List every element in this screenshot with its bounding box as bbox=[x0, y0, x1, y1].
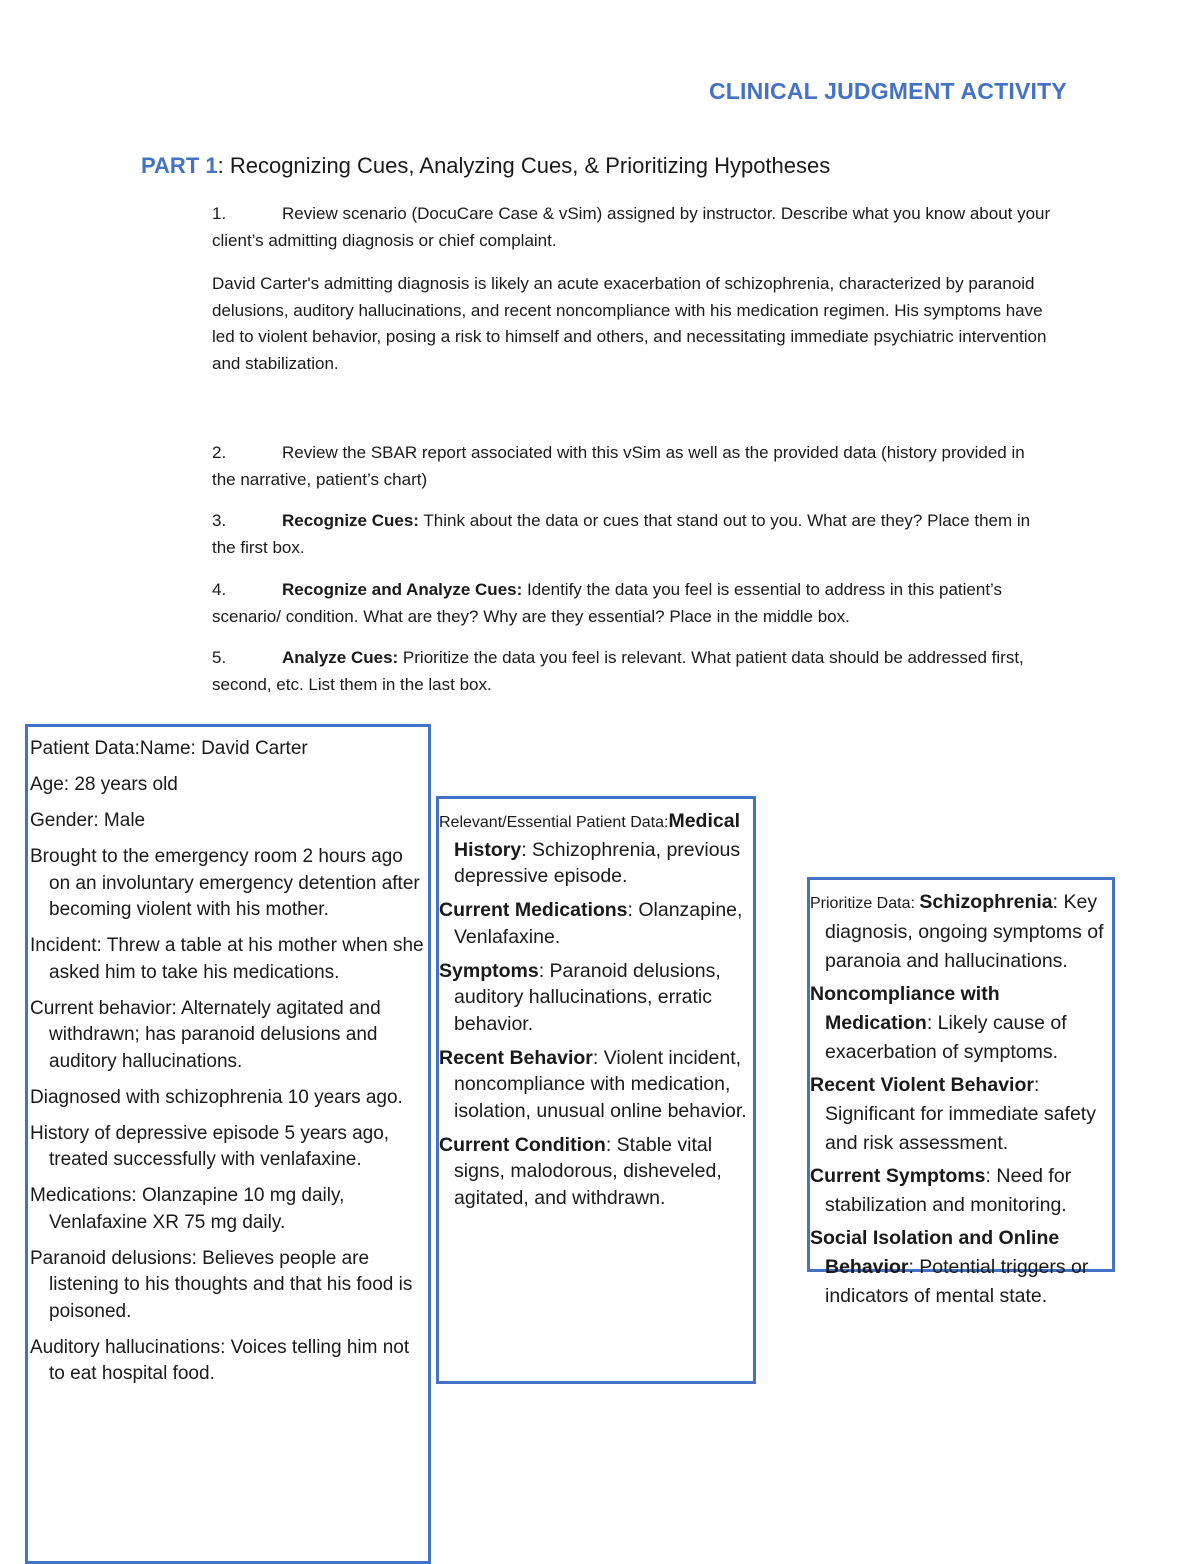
item-text: : Schizophrenia, previous depressive episode. bbox=[454, 838, 741, 887]
step-label: Analyze Cues: bbox=[282, 648, 399, 667]
relevant-data-item bbox=[439, 1045, 755, 1125]
item-text: : Potential triggers or indicators of mental state. bbox=[825, 1256, 1089, 1307]
relevant-data-item bbox=[439, 958, 755, 1038]
item-text: : Violent incident, noncompliance with medication, isolation, unusual online behavior. bbox=[454, 1046, 747, 1122]
step-text: Review scenario (DocuCare Case & vSim) assigned by instructor. Describe what you know about your client’s admitting diagnosis or chief complaint. bbox=[212, 204, 1051, 250]
step-label: Recognize and Analyze Cues: bbox=[282, 580, 523, 599]
step-text: Review the SBAR report associated with this vSim as well as the provided data (history provided in the narrative, patient’s chart) bbox=[212, 443, 1025, 489]
item-label: Recent Violent Behavior bbox=[810, 1074, 1034, 1096]
step-number: 5. bbox=[212, 648, 227, 667]
item-text: : Stable vital signs, malodorous, disheveled, agitated, and withdrawn. bbox=[454, 1133, 722, 1209]
part-label: PART 1 bbox=[141, 153, 218, 178]
item-text: : Key diagnosis, ongoing symptoms of paranoia and hallucinations. bbox=[825, 891, 1104, 972]
patient-data-item: Gender: Male bbox=[30, 810, 146, 831]
step-2 bbox=[212, 440, 1052, 493]
part-heading bbox=[141, 153, 830, 179]
priority-data-item bbox=[810, 888, 1110, 976]
answer-1: David Carter's admitting diagnosis is likely an acute exacerbation of schizophrenia, characterized by paranoid delusions, auditory hallucinations, and recent noncompliance with his medication regimen. His symptoms have led to violent behavior, posing a risk to himself and others, and necessitating immediate psychiatric intervention and stabilization. bbox=[212, 274, 1047, 373]
relevant-data-list bbox=[439, 808, 755, 1219]
step-4 bbox=[212, 577, 1052, 630]
relevant-data-item bbox=[439, 808, 755, 890]
step-number: 4. bbox=[212, 580, 227, 599]
item-label: Schizophrenia bbox=[919, 891, 1053, 913]
patient-data-item: Paranoid delusions: Believes people are listening to his thoughts and that his food is poisoned. bbox=[30, 1247, 413, 1322]
patient-data-item: Medications: Olanzapine 10 mg daily, Venlafaxine XR 75 mg daily. bbox=[30, 1185, 345, 1233]
step-label: Recognize Cues: bbox=[282, 511, 419, 530]
patient-data-item: Current behavior: Alternately agitated and withdrawn; has paranoid delusions and auditory hallucinations. bbox=[30, 997, 381, 1072]
item-label: Noncompliance with Medication bbox=[810, 983, 1000, 1034]
step-3 bbox=[212, 508, 1052, 561]
item-label: Current Symptoms bbox=[810, 1165, 986, 1187]
priority-data-item bbox=[810, 1162, 1110, 1220]
item-text: : Need for stabilization and monitoring. bbox=[825, 1165, 1072, 1216]
step-text: Prioritize the data you feel is relevant. What patient data should be addressed first, second, etc. List them in the last box. bbox=[212, 648, 1024, 694]
item-text: : Olanzapine, Venlafaxine. bbox=[454, 899, 743, 948]
step-1 bbox=[212, 201, 1052, 254]
relevant-data-item bbox=[439, 897, 755, 950]
step-number: 2. bbox=[212, 443, 227, 462]
step-5 bbox=[212, 645, 1052, 698]
patient-data-item: Auditory hallucinations: Voices telling him not to eat hospital food. bbox=[30, 1336, 410, 1384]
part-heading-text: : Recognizing Cues, Analyzing Cues, & Prioritizing Hypotheses bbox=[217, 153, 831, 178]
item-label: Current Medications bbox=[439, 899, 628, 921]
item-text: : Significant for immediate safety and risk assessment. bbox=[825, 1074, 1096, 1154]
relevant-data-heading: Relevant/Essential Patient Data: bbox=[439, 814, 669, 831]
patient-data-item: Diagnosed with schizophrenia 10 years ago. bbox=[30, 1086, 403, 1108]
patient-data-item: History of depressive episode 5 years ago, treated successfully with venlafaxine. bbox=[30, 1122, 390, 1170]
item-text: : Paranoid delusions, auditory hallucinations, erratic behavior. bbox=[454, 959, 721, 1035]
priority-data-item bbox=[810, 1071, 1110, 1158]
item-label: Recent Behavior bbox=[439, 1046, 593, 1069]
document-title: CLINICAL JUDGMENT ACTIVITY bbox=[709, 78, 1067, 104]
step-text: Think about the data or cues that stand out to you. What are they? Place them in the first box. bbox=[212, 511, 1031, 557]
step-number: 3. bbox=[212, 511, 227, 530]
patient-data-item: Age: 28 years old bbox=[30, 774, 178, 795]
patient-data-item: Incident: Threw a table at his mother when she asked him to take his medications. bbox=[30, 935, 424, 983]
item-label: Medical History bbox=[454, 810, 740, 861]
step-text: Identify the data you feel is essential to address in this patient’s scenario/ condition. What are they? Why are they essential? Place in the middle box. bbox=[212, 580, 1003, 626]
priority-data-item bbox=[810, 980, 1110, 1067]
patient-data-item: Patient Data:Name: David Carter bbox=[30, 738, 308, 759]
item-label: Symptoms bbox=[439, 959, 539, 982]
relevant-data-item bbox=[439, 1132, 755, 1212]
step-number: 1. bbox=[212, 204, 227, 223]
patient-data-list bbox=[30, 736, 428, 1397]
item-label: Social Isolation and Online Behavior bbox=[810, 1227, 1060, 1278]
priority-data-item bbox=[810, 1224, 1110, 1311]
patient-data-item: Brought to the emergency room 2 hours ago on an involuntary emergency detention after becoming violent with his mother. bbox=[30, 846, 420, 920]
prioritize-data-list bbox=[810, 888, 1110, 1315]
item-text: : Likely cause of exacerbation of symptoms. bbox=[825, 1012, 1067, 1063]
item-label: Current Condition bbox=[439, 1133, 606, 1156]
prioritize-data-heading: Prioritize Data: bbox=[810, 895, 920, 912]
